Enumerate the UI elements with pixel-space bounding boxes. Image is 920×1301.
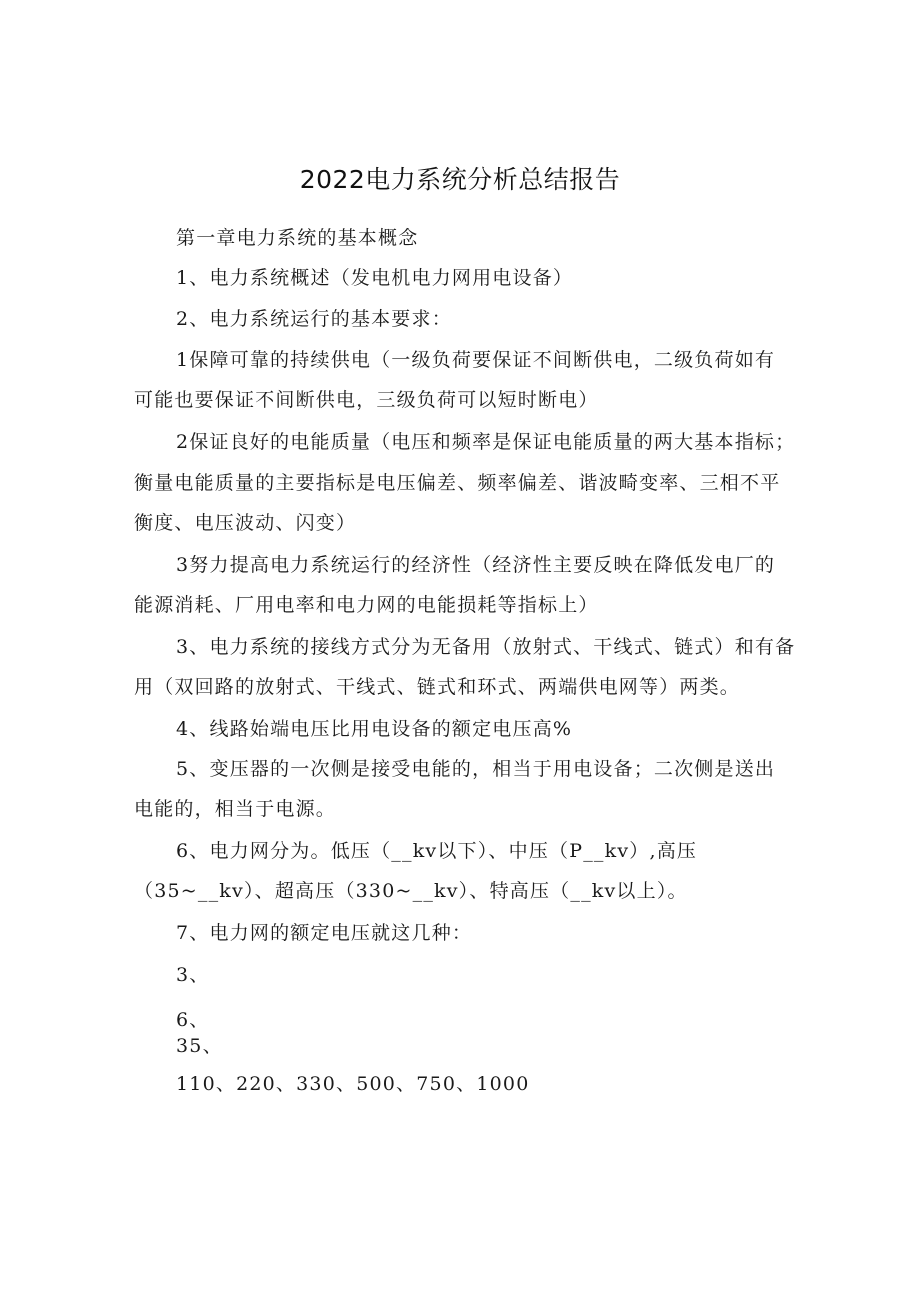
paragraph-line: 7、电力网的额定电压就这几种： bbox=[176, 922, 473, 944]
paragraph-line: 4、线路始端电压比用电设备的额定电压高% bbox=[176, 718, 573, 740]
list-item: 6、 bbox=[176, 1009, 210, 1031]
paragraph-line: 用（双回路的放射式、干线式、链式和环式、两端供电网等）两类。 bbox=[134, 676, 741, 698]
list-item: 110、220、330、500、750、1000 bbox=[176, 1073, 530, 1095]
paragraph-line: （35~__kv）、超高压（330~__kv）、特高压（__kv以上）。 bbox=[134, 880, 688, 902]
paragraph-line: 1、电力系统概述（发电机电力网用电设备） bbox=[176, 267, 574, 289]
paragraph-line: 电能的，相当于电源。 bbox=[134, 798, 337, 820]
paragraph-line: 5、变压器的一次侧是接受电能的，相当于用电设备；二次侧是送出 bbox=[176, 758, 776, 780]
document-title: 2022电力系统分析总结报告 bbox=[299, 165, 621, 194]
paragraph-line: 1保障可靠的持续供电（一级负荷要保证不间断供电，二级负荷如有 bbox=[176, 349, 776, 371]
paragraph-line: 衡量电能质量的主要指标是电压偏差、频率偏差、谐波畸变率、三相不平 bbox=[134, 472, 781, 494]
list-item: 3、 bbox=[176, 964, 210, 986]
paragraph-line: 3努力提高电力系统运行的经济性（经济性主要反映在降低发电厂的 bbox=[176, 554, 776, 576]
paragraph-line: 3、电力系统的接线方式分为无备用（放射式、干线式、链式）和有备 bbox=[176, 636, 796, 658]
paragraph-line: 衡度、电压波动、闪变） bbox=[134, 512, 357, 534]
paragraph-line: 可能也要保证不间断供电，三级负荷可以短时断电） bbox=[134, 389, 599, 411]
list-item: 35、 bbox=[176, 1035, 223, 1057]
paragraph-line: 2保证良好的电能质量（电压和频率是保证电能质量的两大基本指标； bbox=[176, 431, 796, 453]
paragraph-line: 6、电力网分为。低压（__kv以下）、中压（P__kv）,高压 bbox=[176, 840, 698, 862]
paragraph-line: 能源消耗、厂用电率和电力网的电能损耗等指标上） bbox=[134, 594, 599, 616]
chapter-heading: 第一章电力系统的基本概念 bbox=[176, 227, 419, 249]
paragraph-line: 2、电力系统运行的基本要求： bbox=[176, 308, 452, 330]
